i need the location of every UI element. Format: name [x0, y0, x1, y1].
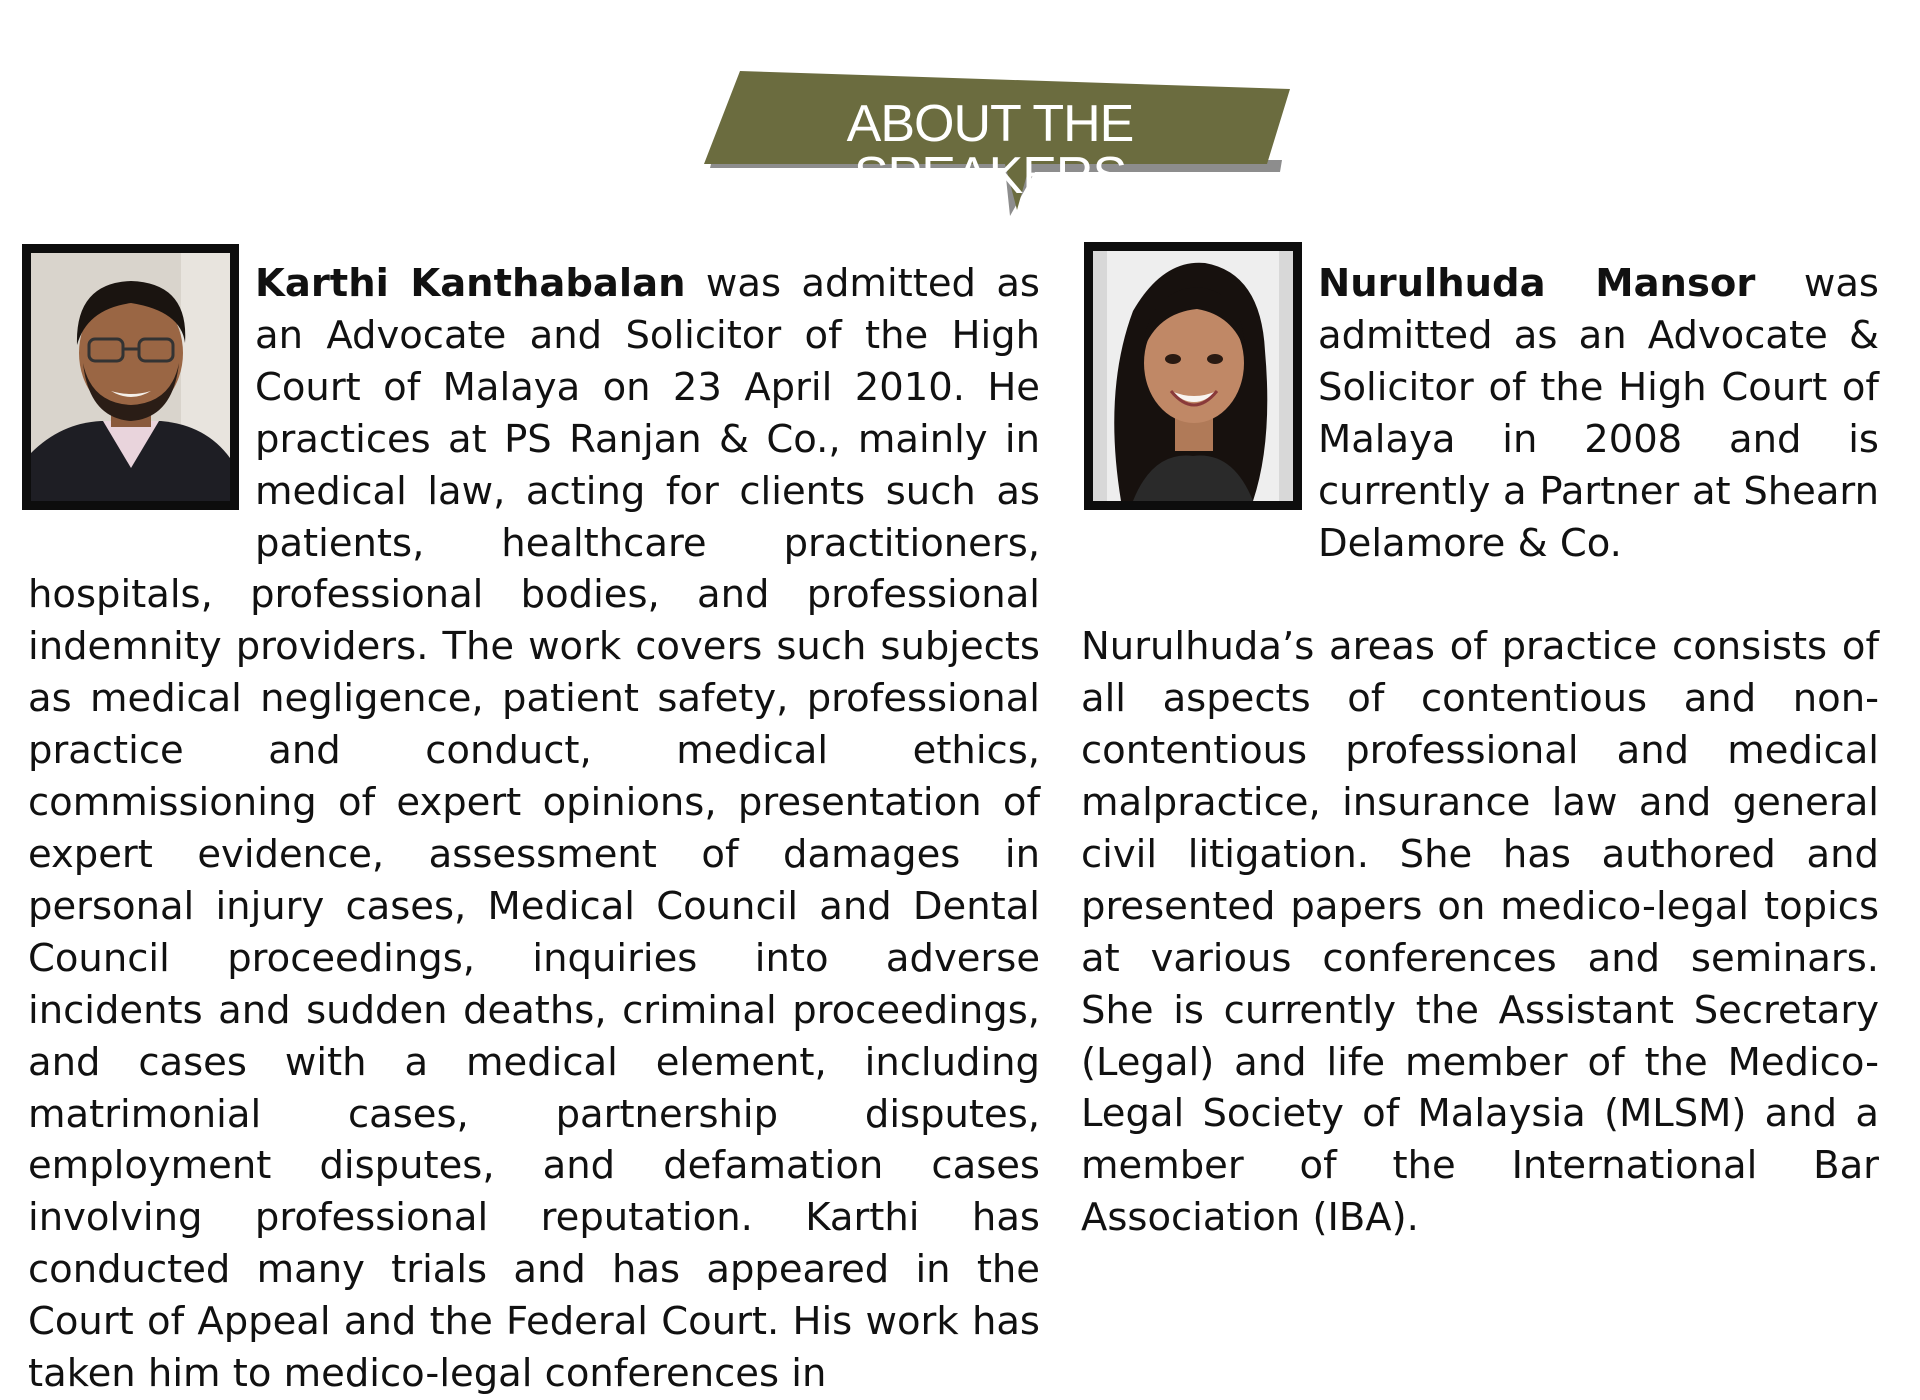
portrait-photo-woman	[1084, 242, 1302, 510]
man-portrait-icon	[31, 253, 230, 501]
speaker-bio-text: was admitted as an Advocate & Solicitor of the High Court of Malaya in 2008 and is currently a Partner at Shearn Delamore & Co.	[1318, 261, 1879, 566]
woman-portrait-icon	[1093, 251, 1293, 501]
speaker-name: Nurulhuda Mansor	[1318, 261, 1756, 306]
section-title: ABOUT THE SPEAKERS	[846, 95, 1134, 205]
speaker-bio-text: was admitted as an Advocate and Solicitor of the High Court of Malaya on 23 April 2010. He practices at PS Ranjan & Co., mainly in medical law, acting for clients such as patients, healthcare practitioners, hospitals, professional bodies, and professional indemnity providers. The work covers such subjects as medical negligence, patient safety, professional practice and conduct, medical ethics, commissioning of expert opinions, presentation of expert evidence, assessment of damages in personal injury cases, Medical Council and Dental Council proceedings, inquiries into adverse incidents and sudden deaths, criminal proceedings, and cases with a medical element, including matrimonial cases, partnership disputes, employment disputes, and defamation cases involving professional reputation. Karthi has conducted many trials and has appeared in the Court of Appeal and the Federal Court. His work has taken him to medico-legal conferences in	[28, 261, 1040, 1397]
speaker-bio-nurulhuda	[1081, 258, 1879, 1244]
speaker-name: Karthi Kanthabalan	[255, 261, 686, 306]
section-banner	[700, 68, 1290, 218]
speaker-bio-text-second: Nurulhuda’s areas of practice consists of all aspects of contentious and non-contentious professional and medical malpractice, insurance law and general civil litigation. She has authored and presented papers on medico-legal topics at various conferences and seminars. She is currently the Assistant Secretary (Legal) and life member of the Medico-Legal Society of Malaysia (MLSM) and a member of the International Bar Association (IBA).	[1081, 624, 1879, 1241]
portrait-photo-man	[22, 244, 239, 510]
speaker-bio-karthi	[28, 258, 1040, 1400]
